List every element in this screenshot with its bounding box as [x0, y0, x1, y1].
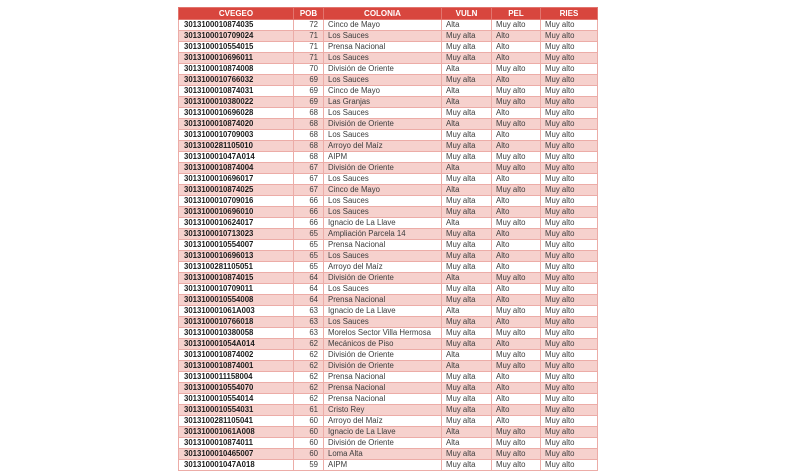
cell-pel: Muy alto	[492, 97, 541, 108]
cell-pel: Muy alto	[492, 350, 541, 361]
cell-pel: Alto	[492, 251, 541, 262]
cell-colonia: Cinco de Mayo	[324, 86, 442, 97]
cell-colonia: Cinco de Mayo	[324, 20, 442, 31]
cell-colonia: Prensa Nacional	[324, 295, 442, 306]
table-row	[179, 185, 598, 196]
cell-ries: Muy alto	[541, 306, 598, 317]
cell-vuln: Alta	[442, 427, 492, 438]
cell-cvegeo: 301310001054A014	[179, 339, 294, 350]
cell-colonia: Arroyo del Maíz	[324, 416, 442, 427]
cell-vuln: Muy alta	[442, 196, 492, 207]
cell-ries: Muy alto	[541, 372, 598, 383]
cell-vuln: Alta	[442, 218, 492, 229]
cell-ries: Muy alto	[541, 427, 598, 438]
cell-colonia: Arroyo del Maíz	[324, 141, 442, 152]
cell-vuln: Muy alta	[442, 240, 492, 251]
table-row	[179, 438, 598, 449]
cell-vuln: Alta	[442, 306, 492, 317]
cell-pob: 68	[294, 141, 324, 152]
cell-pel: Alto	[492, 53, 541, 64]
cell-vuln: Alta	[442, 119, 492, 130]
cell-cvegeo: 3013100010709016	[179, 196, 294, 207]
cell-ries: Muy alto	[541, 196, 598, 207]
cell-ries: Muy alto	[541, 108, 598, 119]
table-row	[179, 53, 598, 64]
cell-ries: Muy alto	[541, 42, 598, 53]
column-header-pob: POB	[294, 8, 324, 20]
cell-cvegeo: 3013100010874031	[179, 86, 294, 97]
cell-pob: 68	[294, 152, 324, 163]
cell-vuln: Alta	[442, 97, 492, 108]
table-row	[179, 306, 598, 317]
cell-pob: 63	[294, 306, 324, 317]
cell-ries: Muy alto	[541, 405, 598, 416]
cell-pel: Alto	[492, 262, 541, 273]
table-row	[179, 339, 598, 350]
cell-pob: 61	[294, 405, 324, 416]
cell-vuln: Muy alta	[442, 262, 492, 273]
table-row	[179, 218, 598, 229]
cell-colonia: Los Sauces	[324, 207, 442, 218]
cell-cvegeo: 3013100010696011	[179, 53, 294, 64]
cell-pel: Alto	[492, 141, 541, 152]
cell-cvegeo: 3013100010380022	[179, 97, 294, 108]
cell-colonia: División de Oriente	[324, 438, 442, 449]
cell-colonia: Los Sauces	[324, 284, 442, 295]
cell-vuln: Muy alta	[442, 460, 492, 471]
cell-vuln: Muy alta	[442, 284, 492, 295]
cell-colonia: Los Sauces	[324, 130, 442, 141]
cell-pob: 62	[294, 339, 324, 350]
cell-pel: Muy alto	[492, 20, 541, 31]
cell-vuln: Muy alta	[442, 152, 492, 163]
cell-ries: Muy alto	[541, 218, 598, 229]
cell-pob: 65	[294, 251, 324, 262]
cell-ries: Muy alto	[541, 20, 598, 31]
cell-cvegeo: 3013100010696013	[179, 251, 294, 262]
cell-colonia: AIPM	[324, 460, 442, 471]
cell-pel: Alto	[492, 405, 541, 416]
cell-vuln: Muy alta	[442, 372, 492, 383]
cell-ries: Muy alto	[541, 31, 598, 42]
cell-pel: Muy alto	[492, 460, 541, 471]
table-header	[179, 8, 598, 20]
cell-cvegeo: 301310001061A003	[179, 306, 294, 317]
risk-table	[178, 7, 598, 471]
cell-colonia: División de Oriente	[324, 361, 442, 372]
table-row	[179, 229, 598, 240]
table-row	[179, 97, 598, 108]
cell-cvegeo: 3013100281105041	[179, 416, 294, 427]
table-row	[179, 20, 598, 31]
cell-pob: 62	[294, 394, 324, 405]
cell-vuln: Alta	[442, 273, 492, 284]
table-row	[179, 405, 598, 416]
cell-colonia: Ampliación Parcela 14	[324, 229, 442, 240]
cell-colonia: Cinco de Mayo	[324, 185, 442, 196]
cell-pob: 72	[294, 20, 324, 31]
cell-vuln: Muy alta	[442, 141, 492, 152]
table-row	[179, 119, 598, 130]
cell-ries: Muy alto	[541, 185, 598, 196]
cell-ries: Muy alto	[541, 152, 598, 163]
cell-cvegeo: 3013100010696028	[179, 108, 294, 119]
table-row	[179, 262, 598, 273]
cell-colonia: Arroyo del Maíz	[324, 262, 442, 273]
cell-colonia: Ignacio de La Llave	[324, 218, 442, 229]
cell-ries: Muy alto	[541, 86, 598, 97]
table-row	[179, 31, 598, 42]
cell-pob: 65	[294, 240, 324, 251]
cell-vuln: Muy alta	[442, 339, 492, 350]
cell-pel: Muy alto	[492, 273, 541, 284]
column-header-pel: PEL	[492, 8, 541, 20]
table-row	[179, 361, 598, 372]
cell-vuln: Muy alta	[442, 328, 492, 339]
cell-colonia: Los Sauces	[324, 31, 442, 42]
cell-pob: 62	[294, 372, 324, 383]
cell-pob: 69	[294, 75, 324, 86]
column-header-cvegeo: CVEGEO	[179, 8, 294, 20]
cell-colonia: División de Oriente	[324, 273, 442, 284]
cell-pob: 68	[294, 130, 324, 141]
cell-cvegeo: 3013100010465007	[179, 449, 294, 460]
cell-pel: Muy alto	[492, 438, 541, 449]
cell-pob: 64	[294, 295, 324, 306]
cell-pob: 68	[294, 119, 324, 130]
table-row	[179, 64, 598, 75]
cell-vuln: Alta	[442, 163, 492, 174]
cell-cvegeo: 3013100010874020	[179, 119, 294, 130]
cell-pel: Muy alto	[492, 119, 541, 130]
cell-cvegeo: 301310001061A008	[179, 427, 294, 438]
cell-cvegeo: 3013100010766032	[179, 75, 294, 86]
cell-pel: Alto	[492, 174, 541, 185]
column-header-vuln: VULN	[442, 8, 492, 20]
cell-pel: Alto	[492, 317, 541, 328]
cell-pob: 64	[294, 273, 324, 284]
cell-colonia: División de Oriente	[324, 163, 442, 174]
cell-colonia: División de Oriente	[324, 350, 442, 361]
cell-pel: Muy alto	[492, 306, 541, 317]
cell-ries: Muy alto	[541, 284, 598, 295]
table-row	[179, 141, 598, 152]
cell-pob: 68	[294, 108, 324, 119]
column-header-ries: RIES	[541, 8, 598, 20]
table-row	[179, 416, 598, 427]
cell-colonia: Las Granjas	[324, 97, 442, 108]
cell-vuln: Muy alta	[442, 174, 492, 185]
cell-vuln: Muy alta	[442, 449, 492, 460]
table-row	[179, 86, 598, 97]
cell-pel: Muy alto	[492, 185, 541, 196]
cell-cvegeo: 3013100010696010	[179, 207, 294, 218]
cell-ries: Muy alto	[541, 97, 598, 108]
cell-pel: Alto	[492, 383, 541, 394]
cell-pob: 62	[294, 361, 324, 372]
cell-pel: Alto	[492, 339, 541, 350]
cell-colonia: Prensa Nacional	[324, 394, 442, 405]
table-row	[179, 372, 598, 383]
cell-pel: Alto	[492, 229, 541, 240]
cell-pob: 70	[294, 64, 324, 75]
cell-pob: 63	[294, 317, 324, 328]
cell-colonia: Los Sauces	[324, 174, 442, 185]
table-row	[179, 317, 598, 328]
table-row	[179, 427, 598, 438]
cell-colonia: Los Sauces	[324, 251, 442, 262]
cell-pel: Alto	[492, 240, 541, 251]
cell-vuln: Muy alta	[442, 229, 492, 240]
table-row	[179, 295, 598, 306]
cell-pel: Alto	[492, 394, 541, 405]
cell-pel: Muy alto	[492, 328, 541, 339]
cell-pob: 69	[294, 86, 324, 97]
cell-vuln: Alta	[442, 64, 492, 75]
cell-ries: Muy alto	[541, 328, 598, 339]
cell-pob: 62	[294, 383, 324, 394]
cell-ries: Muy alto	[541, 119, 598, 130]
cell-vuln: Muy alta	[442, 295, 492, 306]
cell-colonia: Mecánicos de Piso	[324, 339, 442, 350]
cell-pel: Muy alto	[492, 152, 541, 163]
cell-colonia: División de Oriente	[324, 119, 442, 130]
cell-pel: Muy alto	[492, 218, 541, 229]
cell-ries: Muy alto	[541, 438, 598, 449]
cell-vuln: Muy alta	[442, 394, 492, 405]
cell-colonia: Prensa Nacional	[324, 240, 442, 251]
cell-pel: Alto	[492, 372, 541, 383]
cell-pel: Alto	[492, 207, 541, 218]
cell-ries: Muy alto	[541, 240, 598, 251]
cell-ries: Muy alto	[541, 163, 598, 174]
cell-cvegeo: 3013100010380058	[179, 328, 294, 339]
cell-cvegeo: 3013100010874002	[179, 350, 294, 361]
cell-colonia: División de Oriente	[324, 64, 442, 75]
cell-vuln: Muy alta	[442, 416, 492, 427]
cell-cvegeo: 3013100281105051	[179, 262, 294, 273]
cell-ries: Muy alto	[541, 394, 598, 405]
cell-pob: 66	[294, 218, 324, 229]
cell-pel: Alto	[492, 75, 541, 86]
cell-ries: Muy alto	[541, 416, 598, 427]
cell-ries: Muy alto	[541, 295, 598, 306]
table-row	[179, 75, 598, 86]
cell-cvegeo: 3013100010554007	[179, 240, 294, 251]
cell-colonia: Los Sauces	[324, 108, 442, 119]
cell-pel: Muy alto	[492, 86, 541, 97]
table-row	[179, 460, 598, 471]
table-row	[179, 449, 598, 460]
table-row	[179, 251, 598, 262]
cell-colonia: Cristo Rey	[324, 405, 442, 416]
cell-pob: 67	[294, 174, 324, 185]
cell-vuln: Muy alta	[442, 75, 492, 86]
table-row	[179, 328, 598, 339]
cell-pel: Muy alto	[492, 163, 541, 174]
cell-pob: 71	[294, 53, 324, 64]
cell-ries: Muy alto	[541, 273, 598, 284]
cell-colonia: Morelos Sector Villa Hermosa	[324, 328, 442, 339]
cell-ries: Muy alto	[541, 64, 598, 75]
cell-pel: Alto	[492, 416, 541, 427]
cell-vuln: Muy alta	[442, 42, 492, 53]
cell-cvegeo: 3013100010554070	[179, 383, 294, 394]
cell-pob: 65	[294, 262, 324, 273]
cell-cvegeo: 3013100281105010	[179, 141, 294, 152]
cell-colonia: Loma Alta	[324, 449, 442, 460]
cell-vuln: Alta	[442, 361, 492, 372]
cell-colonia: Ignacio de La Llave	[324, 427, 442, 438]
cell-cvegeo: 3013100010709003	[179, 130, 294, 141]
table-row	[179, 196, 598, 207]
cell-ries: Muy alto	[541, 174, 598, 185]
cell-ries: Muy alto	[541, 130, 598, 141]
cell-vuln: Muy alta	[442, 405, 492, 416]
cell-vuln: Muy alta	[442, 383, 492, 394]
cell-pob: 64	[294, 284, 324, 295]
header-row	[179, 8, 598, 20]
table-row	[179, 284, 598, 295]
cell-pob: 71	[294, 31, 324, 42]
cell-ries: Muy alto	[541, 53, 598, 64]
cell-vuln: Muy alta	[442, 53, 492, 64]
cell-vuln: Muy alta	[442, 108, 492, 119]
table-body	[179, 20, 598, 471]
cell-pel: Alto	[492, 295, 541, 306]
cell-pel: Alto	[492, 130, 541, 141]
cell-colonia: Prensa Nacional	[324, 383, 442, 394]
cell-pob: 65	[294, 229, 324, 240]
table-row	[179, 108, 598, 119]
cell-pel: Alto	[492, 31, 541, 42]
cell-cvegeo: 3013100010696017	[179, 174, 294, 185]
cell-pob: 71	[294, 42, 324, 53]
table-row	[179, 240, 598, 251]
table-row	[179, 207, 598, 218]
cell-cvegeo: 3013100010874008	[179, 64, 294, 75]
cell-pob: 66	[294, 207, 324, 218]
table-row	[179, 42, 598, 53]
cell-cvegeo: 3013100010554031	[179, 405, 294, 416]
cell-cvegeo: 3013100010554014	[179, 394, 294, 405]
cell-cvegeo: 3013100010554015	[179, 42, 294, 53]
cell-pob: 60	[294, 427, 324, 438]
cell-cvegeo: 3013100010554008	[179, 295, 294, 306]
cell-cvegeo: 3013100010874025	[179, 185, 294, 196]
cell-vuln: Alta	[442, 185, 492, 196]
cell-colonia: Los Sauces	[324, 53, 442, 64]
cell-ries: Muy alto	[541, 460, 598, 471]
cell-ries: Muy alto	[541, 449, 598, 460]
cell-colonia: Prensa Nacional	[324, 372, 442, 383]
cell-pob: 66	[294, 196, 324, 207]
cell-colonia: AIPM	[324, 152, 442, 163]
cell-pel: Muy alto	[492, 361, 541, 372]
cell-colonia: Los Sauces	[324, 75, 442, 86]
table-row	[179, 163, 598, 174]
cell-cvegeo: 3013100010874001	[179, 361, 294, 372]
cell-ries: Muy alto	[541, 262, 598, 273]
cell-pel: Alto	[492, 108, 541, 119]
cell-pob: 60	[294, 416, 324, 427]
cell-pel: Alto	[492, 284, 541, 295]
table-row	[179, 130, 598, 141]
cell-ries: Muy alto	[541, 361, 598, 372]
cell-vuln: Muy alta	[442, 251, 492, 262]
cell-pob: 59	[294, 460, 324, 471]
cell-pel: Muy alto	[492, 427, 541, 438]
cell-pob: 67	[294, 185, 324, 196]
cell-ries: Muy alto	[541, 141, 598, 152]
cell-vuln: Alta	[442, 350, 492, 361]
table-row	[179, 350, 598, 361]
cell-pob: 62	[294, 350, 324, 361]
cell-pel: Muy alto	[492, 64, 541, 75]
cell-vuln: Muy alta	[442, 317, 492, 328]
cell-vuln: Muy alta	[442, 31, 492, 42]
cell-ries: Muy alto	[541, 339, 598, 350]
cell-ries: Muy alto	[541, 383, 598, 394]
cell-cvegeo: 3013100010713023	[179, 229, 294, 240]
cell-ries: Muy alto	[541, 207, 598, 218]
cell-cvegeo: 301310001047A018	[179, 460, 294, 471]
cell-cvegeo: 3013100010709024	[179, 31, 294, 42]
cell-cvegeo: 3013100010874015	[179, 273, 294, 284]
cell-cvegeo: 3013100010874035	[179, 20, 294, 31]
cell-cvegeo: 3013100010766018	[179, 317, 294, 328]
cell-ries: Muy alto	[541, 251, 598, 262]
cell-pob: 60	[294, 449, 324, 460]
cell-cvegeo: 3013100010624017	[179, 218, 294, 229]
table-row	[179, 383, 598, 394]
cell-cvegeo: 301310001047A014	[179, 152, 294, 163]
cell-cvegeo: 3013100011158004	[179, 372, 294, 383]
cell-vuln: Alta	[442, 86, 492, 97]
cell-pob: 67	[294, 163, 324, 174]
cell-pel: Muy alto	[492, 449, 541, 460]
cell-pob: 69	[294, 97, 324, 108]
cell-ries: Muy alto	[541, 350, 598, 361]
cell-ries: Muy alto	[541, 317, 598, 328]
cell-colonia: Ignacio de La Llave	[324, 306, 442, 317]
cell-pob: 60	[294, 438, 324, 449]
cell-vuln: Alta	[442, 20, 492, 31]
cell-pob: 63	[294, 328, 324, 339]
cell-ries: Muy alto	[541, 75, 598, 86]
cell-cvegeo: 3013100010874004	[179, 163, 294, 174]
cell-cvegeo: 3013100010709011	[179, 284, 294, 295]
cell-colonia: Los Sauces	[324, 196, 442, 207]
table-row	[179, 174, 598, 185]
cell-pel: Alto	[492, 196, 541, 207]
cell-vuln: Alta	[442, 438, 492, 449]
cell-vuln: Muy alta	[442, 207, 492, 218]
column-header-colonia: COLONIA	[324, 8, 442, 20]
cell-colonia: Prensa Nacional	[324, 42, 442, 53]
table-row	[179, 152, 598, 163]
table-row	[179, 273, 598, 284]
cell-vuln: Muy alta	[442, 130, 492, 141]
cell-ries: Muy alto	[541, 229, 598, 240]
cell-pel: Alto	[492, 42, 541, 53]
table-row	[179, 394, 598, 405]
cell-cvegeo: 3013100010874011	[179, 438, 294, 449]
cell-colonia: Los Sauces	[324, 317, 442, 328]
